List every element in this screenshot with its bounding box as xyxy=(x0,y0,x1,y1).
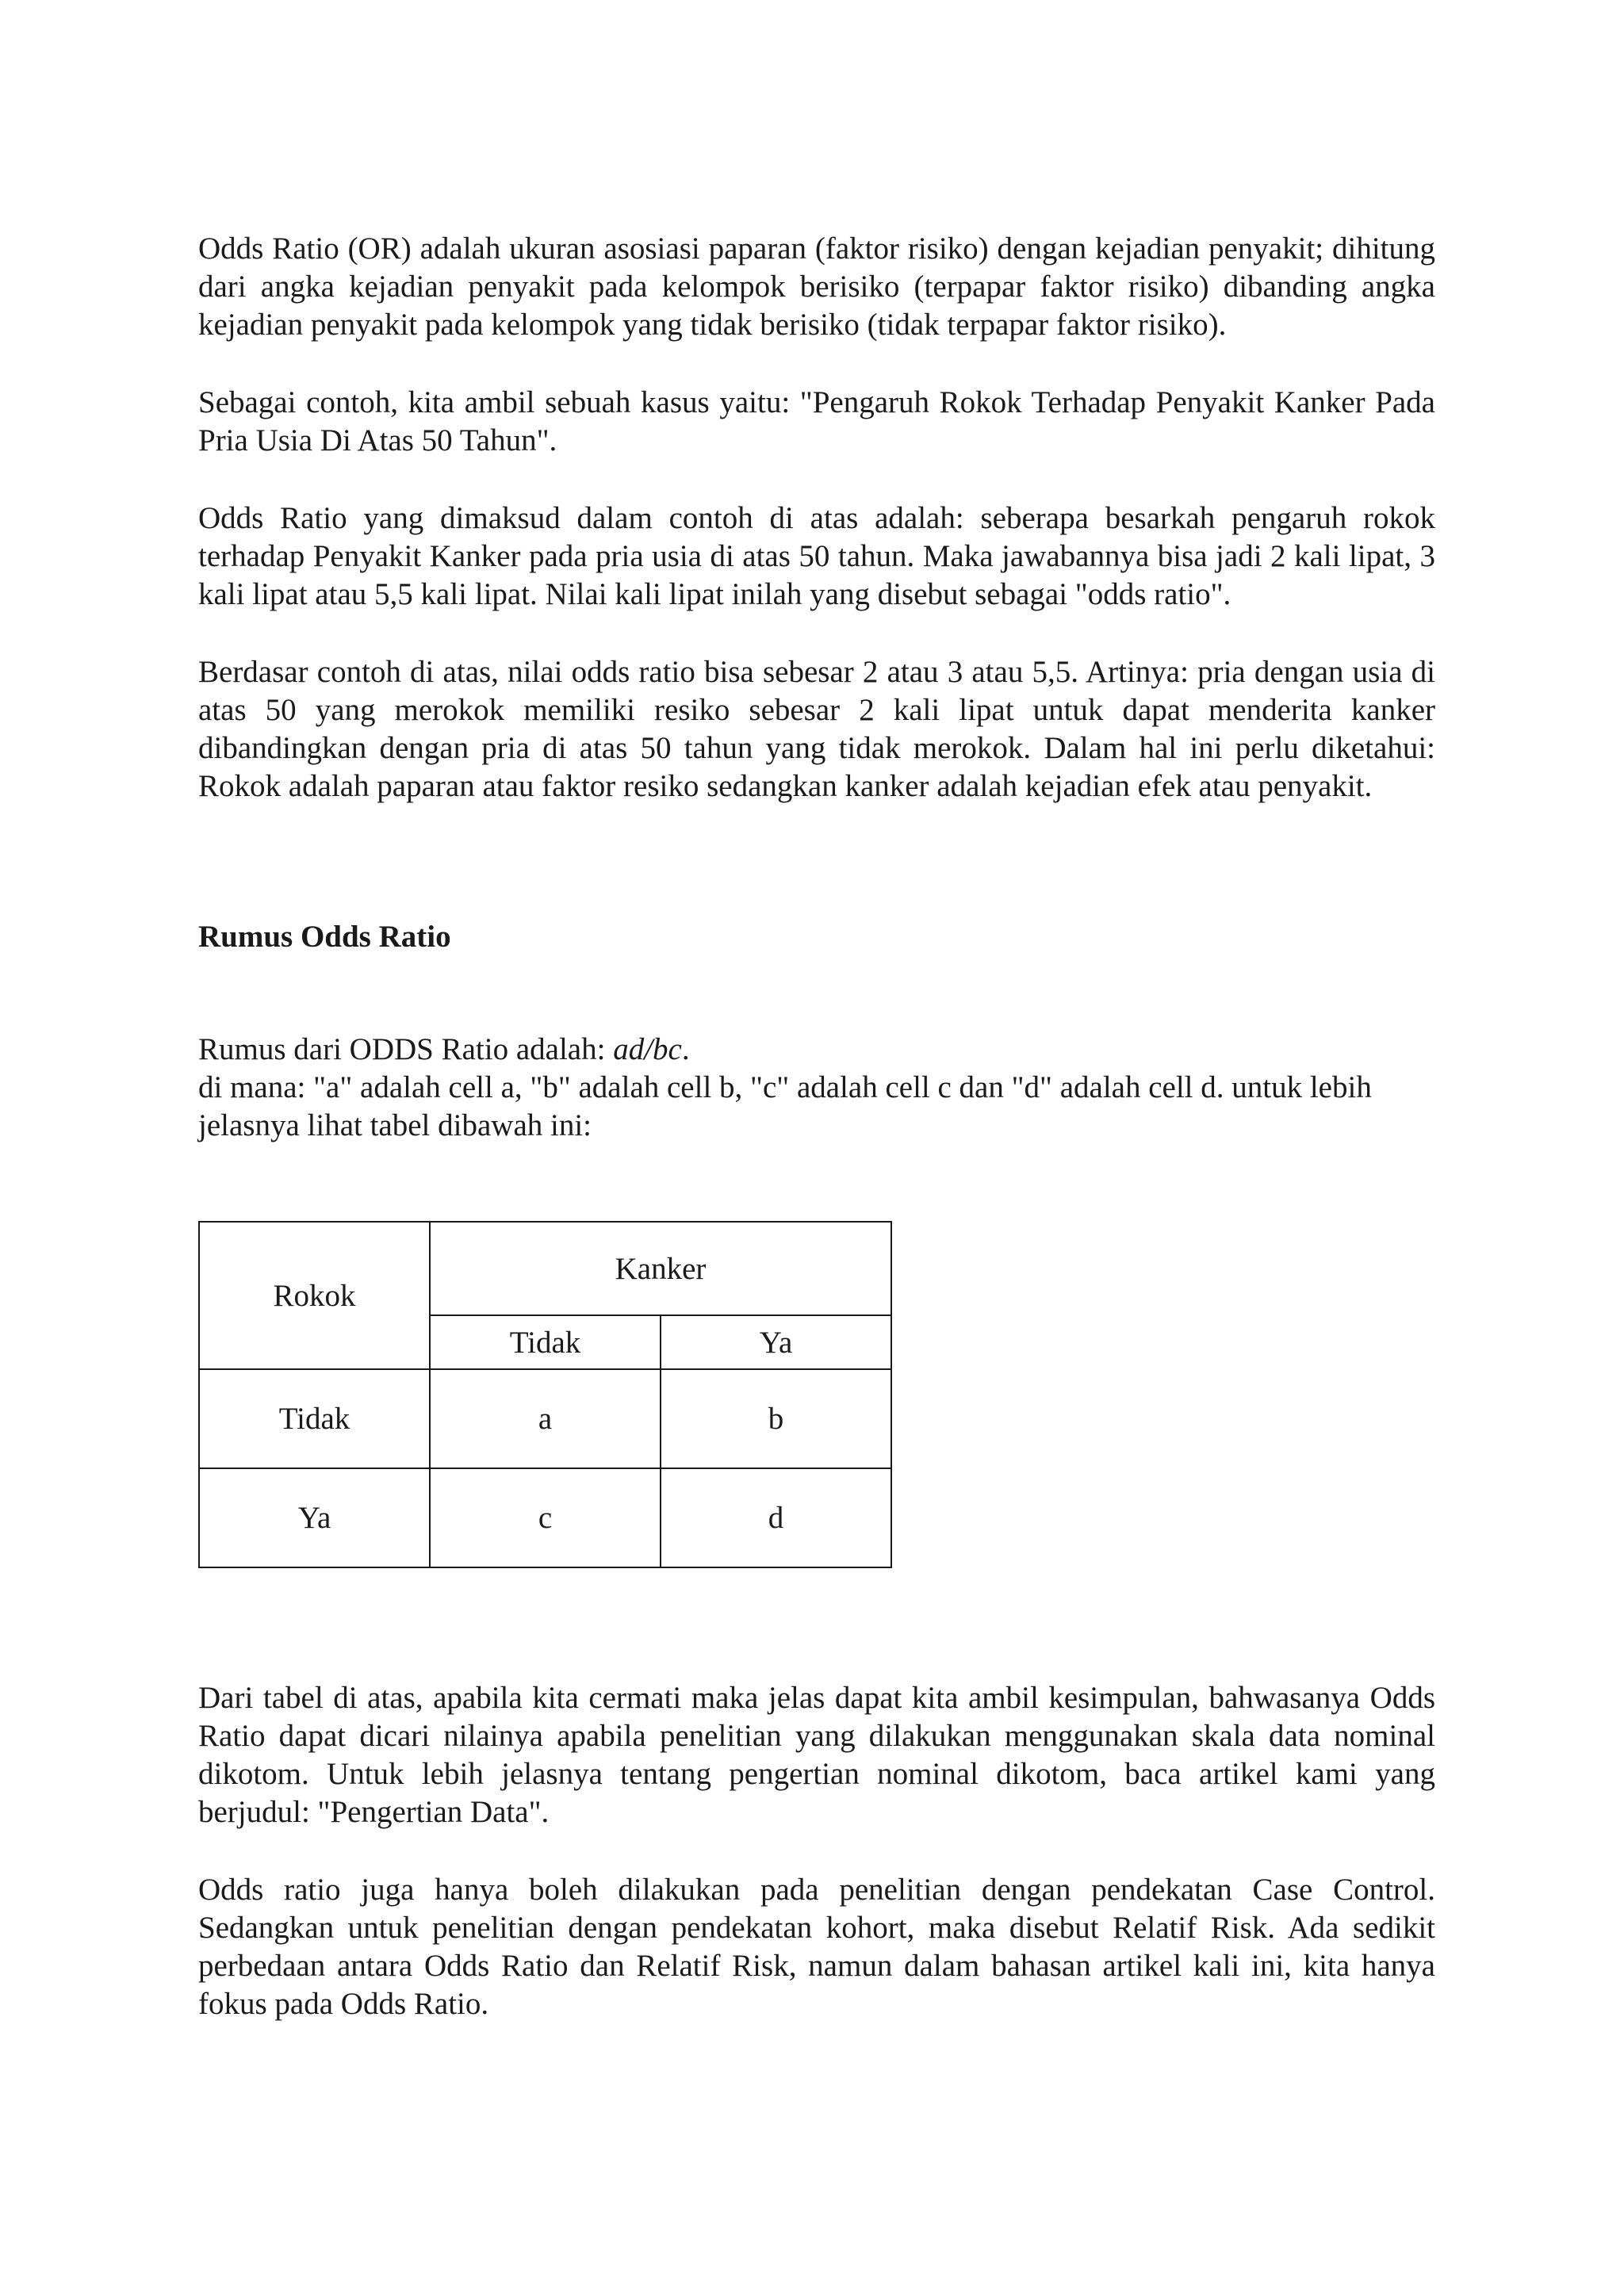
table-header-row xyxy=(199,1222,891,1315)
table-cell: b xyxy=(661,1369,891,1468)
paragraph-conclusion: Dari tabel di atas, apabila kita cermati maka jelas dapat kita ambil kesimpulan, bahwasanya Odds Ratio dapat dicari nilainya apabila penelitian yang dilakukan menggunakan skala data nominal dikotom. Untuk lebih jelasnya tentang pengertian nominal dikotom, baca artikel kami yang berjudul: "Pengertian Data". xyxy=(198,1681,1435,1829)
paragraph-definition: Odds Ratio (OR) adalah ukuran asosiasi paparan (faktor risiko) dengan kejadian penyakit; dihitung dari angka kejadian penyakit pada kelompok berisiko (terpapar faktor risiko) dibanding angka kejadian penyakit pada kelompok yang tidak berisiko (tidak terpapar faktor risiko). xyxy=(198,232,1435,342)
contingency-table xyxy=(198,1221,892,1568)
column-header-tidak: Tidak xyxy=(430,1315,661,1369)
row-label-cell: Tidak xyxy=(199,1369,430,1468)
table-cell: c xyxy=(430,1468,661,1567)
paragraph-example-explanation: Odds Ratio yang dimaksud dalam contoh di atas adalah: seberapa besarkah pengaruh rokok terhadap Penyakit Kanker pada pria usia di atas 50 tahun. Maka jawabannya bisa jadi 2 kali lipat, 3 kali lipat atau 5,5 kali lipat. Nilai kali lipat inilah yang disebut sebagai "odds ratio". xyxy=(198,501,1435,611)
row-label-cell: Ya xyxy=(199,1468,430,1567)
intro-section xyxy=(198,230,1435,806)
column-header-ya: Ya xyxy=(661,1315,891,1369)
paragraph-case-control: Odds ratio juga hanya boleh dilakukan pada penelitian dengan pendekatan Case Control. Sedangkan untuk penelitian dengan pendekatan kohort, maka disebut Relatif Risk. Ada sedikit perbedaan antara Odds Ratio dan Relatif Risk, namun dalam bahasan artikel kali ini, kita hanya fokus pada Odds Ratio. xyxy=(198,1873,1435,2021)
table-row xyxy=(199,1468,891,1567)
formula-text: ad/bc xyxy=(613,1032,682,1066)
table-cell: d xyxy=(661,1468,891,1567)
formula-suffix: . xyxy=(681,1032,690,1066)
table-row xyxy=(199,1369,891,1468)
formula-line xyxy=(198,1031,1435,1069)
section-heading: Rumus Odds Ratio xyxy=(198,920,451,954)
formula-section xyxy=(198,1031,1435,1145)
conclusion-section xyxy=(198,1679,1435,2023)
row-header-cell: Rokok xyxy=(199,1222,430,1369)
paragraph-interpretation: Berdasar contoh di atas, nilai odds ratio bisa sebesar 2 atau 3 atau 5,5. Artinya: pria dengan usia di atas 50 yang merokok memiliki resiko sebesar 2 kali lipat untuk dapat menderita kanker dibandingkan dengan pria di atas 50 tahun yang tidak merokok. Dalam hal ini perlu diketahui: Rokok adalah paparan atau faktor resiko sedangkan kanker adalah kejadian efek atau penyakit. xyxy=(198,655,1435,803)
column-group-cell: Kanker xyxy=(430,1222,891,1315)
formula-explanation: di mana: "a" adalah cell a, "b" adalah cell b, "c" adalah cell c dan "d" adalah cell d. untuk lebih jelasnya lihat tabel dibawah ini: xyxy=(198,1070,1372,1142)
formula-prefix: Rumus dari ODDS Ratio adalah: xyxy=(198,1032,614,1066)
paragraph-example-case: Sebagai contoh, kita ambil sebuah kasus yaitu: "Pengaruh Rokok Terhadap Penyakit Kanker Pada Pria Usia Di Atas 50 Tahun". xyxy=(198,385,1435,457)
table-cell: a xyxy=(430,1369,661,1468)
